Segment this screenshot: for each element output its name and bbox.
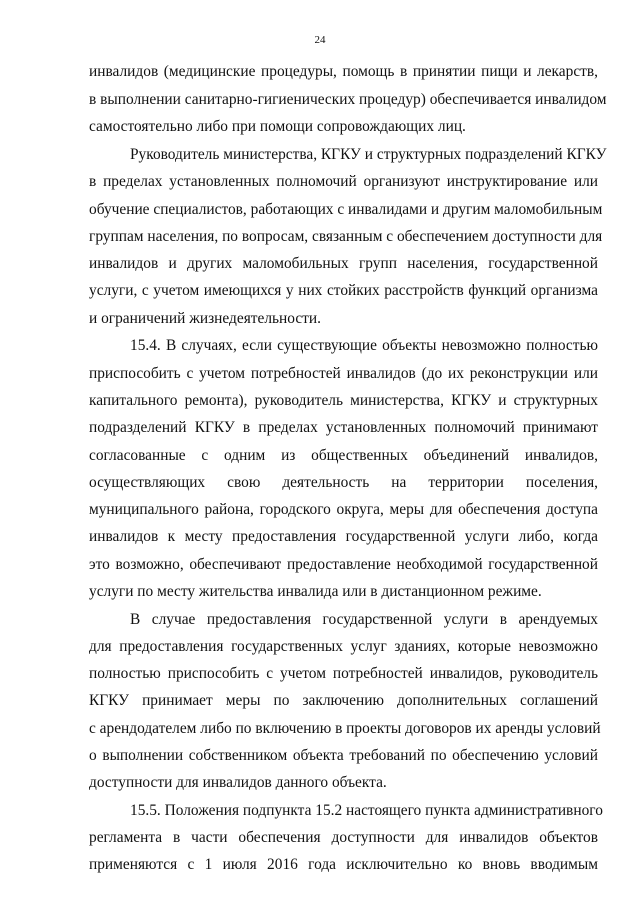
text-line: о выполнении собственником объекта требований по обеспечению условий bbox=[89, 747, 598, 764]
text-line: услуги по месту жительства инвалида или в дистанционном режиме. bbox=[89, 583, 542, 600]
text-line: услуги, с учетом имеющихся у них стойких расстройств функций организма bbox=[89, 282, 598, 299]
text-line: с арендодателем либо по включению в проекты договоров их аренды условий bbox=[89, 720, 601, 737]
text-line: В случае предоставления государственной услуги в арендуемых bbox=[130, 611, 598, 628]
text-line: осуществляющих свою деятельность на территории поселения, bbox=[89, 474, 598, 491]
text-line: полностью приспособить с учетом потребностей инвалидов, руководитель bbox=[89, 665, 598, 682]
text-line: капитального ремонта), руководитель министерства, КГКУ и структурных bbox=[89, 392, 598, 409]
text-line: и ограничений жизнедеятельности. bbox=[89, 310, 321, 327]
text-line: в пределах установленных полномочий организуют инструктирование или bbox=[89, 173, 598, 190]
text-line: согласованные с одним из общественных объединений инвалидов, bbox=[89, 447, 598, 464]
text-line: применяются с 1 июля 2016 года исключительно ко вновь вводимым bbox=[89, 856, 598, 873]
text-line: приспособить с учетом потребностей инвалидов (до их реконструкции или bbox=[89, 365, 598, 382]
text-line: инвалидов к месту предоставления государственной услуги либо, когда bbox=[89, 528, 598, 545]
text-line: инвалидов (медицинские процедуры, помощь в принятии пищи и лекарств, bbox=[89, 63, 598, 80]
text-line: КГКУ принимает меры по заключению дополнительных соглашений bbox=[89, 692, 598, 709]
text-line: самостоятельно либо при помощи сопровождающих лиц. bbox=[89, 118, 466, 135]
text-line: 15.5. Положения подпункта 15.2 настоящего пункта административного bbox=[130, 802, 603, 819]
text-line: инвалидов и других маломобильных групп населения, государственной bbox=[89, 255, 598, 272]
text-line: доступности для инвалидов данного объекта. bbox=[89, 774, 387, 791]
text-line: обучение специалистов, работающих с инвалидами и другим маломобильным bbox=[89, 201, 603, 218]
text-line: регламента в части обеспечения доступности для инвалидов объектов bbox=[89, 829, 598, 846]
text-line: 15.4. В случаях, если существующие объекты невозможно полностью bbox=[130, 337, 598, 354]
text-line: муниципального района, городского округа, меры для обеспечения доступа bbox=[89, 501, 598, 518]
text-line: это возможно, обеспечивают предоставление необходимой государственной bbox=[89, 556, 598, 573]
text-line: подразделений КГКУ в пределах установленных полномочий принимают bbox=[89, 419, 598, 436]
text-line: группам населения, по вопросам, связанным с обеспечением доступности для bbox=[89, 228, 603, 245]
text-line: для предоставления государственных услуг зданиях, которые невозможно bbox=[89, 638, 598, 655]
text-line: Руководитель министерства, КГКУ и структурных подразделений КГКУ bbox=[130, 146, 607, 163]
page-number: 24 bbox=[314, 34, 326, 46]
text-line: в выполнении санитарно-гигиенических процедур) обеспечивается инвалидом bbox=[89, 91, 607, 108]
